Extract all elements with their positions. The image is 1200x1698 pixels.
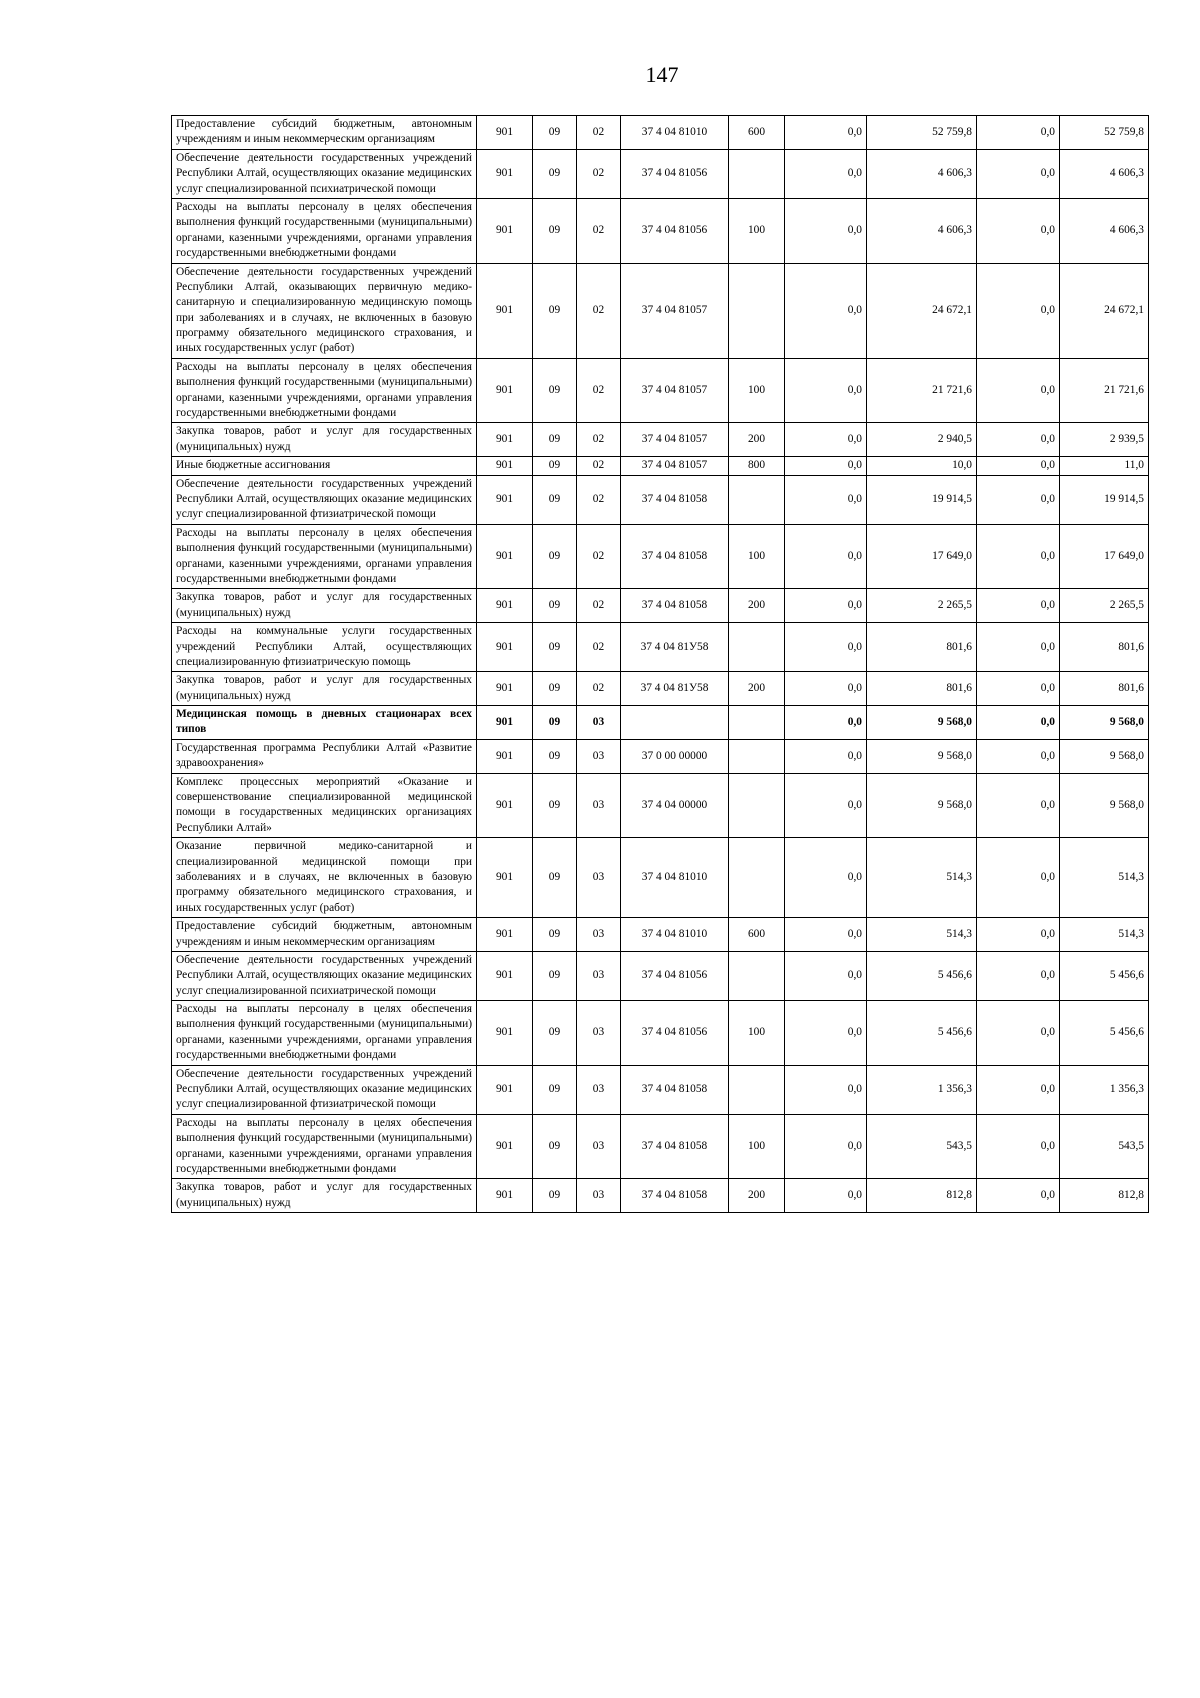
row-name: Закупка товаров, работ и услуг для государственных (муниципальных) нужд — [172, 423, 477, 457]
row-name: Обеспечение деятельности государственных учреждений Республики Алтай, осуществляющих оказание медицинских услуг специализированной фтизиатрической помощи — [172, 475, 477, 524]
section-code: 09 — [533, 672, 577, 706]
table-row — [172, 1114, 1149, 1179]
amount-1: 0,0 — [785, 1114, 867, 1179]
amount-3: 0,0 — [977, 1001, 1060, 1066]
amount-2: 9 568,0 — [867, 773, 977, 838]
amount-3: 0,0 — [977, 1065, 1060, 1114]
amount-3: 0,0 — [977, 358, 1060, 423]
subsection-code: 02 — [577, 457, 621, 475]
subsection-code: 03 — [577, 1179, 621, 1213]
amount-4: 812,8 — [1060, 1179, 1149, 1213]
amount-4: 514,3 — [1060, 918, 1149, 952]
amount-1: 0,0 — [785, 838, 867, 918]
row-name: Обеспечение деятельности государственных учреждений Республики Алтай, осуществляющих оказание медицинских услуг специализированной фтизиатрической помощи — [172, 1065, 477, 1114]
target-article: 37 0 00 00000 — [621, 739, 729, 773]
subsection-code: 03 — [577, 951, 621, 1000]
section-code: 09 — [533, 457, 577, 475]
table-row — [172, 773, 1149, 838]
amount-2: 4 606,3 — [867, 198, 977, 263]
section-code: 09 — [533, 198, 577, 263]
section-code: 09 — [533, 1179, 577, 1213]
target-article: 37 4 04 81057 — [621, 358, 729, 423]
subsection-code: 03 — [577, 838, 621, 918]
ministry-code: 901 — [477, 116, 533, 150]
section-code: 09 — [533, 623, 577, 672]
subsection-code: 02 — [577, 116, 621, 150]
section-code: 09 — [533, 1114, 577, 1179]
row-name: Государственная программа Республики Алтай «Развитие здравоохранения» — [172, 739, 477, 773]
amount-1: 0,0 — [785, 1065, 867, 1114]
amount-2: 514,3 — [867, 918, 977, 952]
amount-2: 812,8 — [867, 1179, 977, 1213]
budget-table — [171, 115, 1149, 1213]
subsection-code: 02 — [577, 263, 621, 358]
row-name: Предоставление субсидий бюджетным, автономным учреждениям и иным некоммерческим организациям — [172, 116, 477, 150]
target-article: 37 4 04 81056 — [621, 149, 729, 198]
target-article: 37 4 04 81058 — [621, 1065, 729, 1114]
amount-4: 5 456,6 — [1060, 1001, 1149, 1066]
amount-2: 543,5 — [867, 1114, 977, 1179]
amount-3: 0,0 — [977, 524, 1060, 589]
amount-2: 2 265,5 — [867, 589, 977, 623]
subsection-code: 03 — [577, 773, 621, 838]
row-name: Обеспечение деятельности государственных учреждений Республики Алтай, оказывающих первичную медико-санитарную и специализированную медицинскую помощь при заболеваниях и в случаях, не включенных в базовую программу обязательного медицинского страхования, и иных государственных услуг (работ) — [172, 263, 477, 358]
section-code: 09 — [533, 116, 577, 150]
ministry-code: 901 — [477, 838, 533, 918]
section-code: 09 — [533, 475, 577, 524]
ministry-code: 901 — [477, 358, 533, 423]
subsection-code: 03 — [577, 1065, 621, 1114]
amount-1: 0,0 — [785, 1179, 867, 1213]
amount-1: 0,0 — [785, 358, 867, 423]
amount-3: 0,0 — [977, 1114, 1060, 1179]
section-code: 09 — [533, 1001, 577, 1066]
table-row — [172, 951, 1149, 1000]
table-row — [172, 198, 1149, 263]
section-code: 09 — [533, 358, 577, 423]
amount-2: 2 940,5 — [867, 423, 977, 457]
ministry-code: 901 — [477, 623, 533, 672]
ministry-code: 901 — [477, 706, 533, 740]
target-article: 37 4 04 00000 — [621, 773, 729, 838]
expense-kind: 100 — [729, 524, 785, 589]
amount-4: 24 672,1 — [1060, 263, 1149, 358]
expense-kind: 100 — [729, 358, 785, 423]
amount-4: 2 265,5 — [1060, 589, 1149, 623]
table-row — [172, 1179, 1149, 1213]
subsection-code: 02 — [577, 524, 621, 589]
target-article: 37 4 04 81058 — [621, 1114, 729, 1179]
target-article: 37 4 04 81058 — [621, 589, 729, 623]
target-article: 37 4 04 81058 — [621, 475, 729, 524]
section-code: 09 — [533, 838, 577, 918]
subsection-code: 03 — [577, 739, 621, 773]
amount-2: 4 606,3 — [867, 149, 977, 198]
target-article: 37 4 04 81010 — [621, 838, 729, 918]
subsection-code: 02 — [577, 358, 621, 423]
amount-4: 21 721,6 — [1060, 358, 1149, 423]
amount-1: 0,0 — [785, 457, 867, 475]
row-name: Закупка товаров, работ и услуг для государственных (муниципальных) нужд — [172, 672, 477, 706]
ministry-code: 901 — [477, 589, 533, 623]
amount-4: 11,0 — [1060, 457, 1149, 475]
row-name: Расходы на выплаты персоналу в целях обеспечения выполнения функций государственными (муниципальными) органами, казенными учреждениями, органами управления государственными внебюджетными фондами — [172, 198, 477, 263]
amount-3: 0,0 — [977, 475, 1060, 524]
ministry-code: 901 — [477, 1179, 533, 1213]
amount-3: 0,0 — [977, 773, 1060, 838]
amount-4: 9 568,0 — [1060, 739, 1149, 773]
table-row — [172, 589, 1149, 623]
row-name: Иные бюджетные ассигнования — [172, 457, 477, 475]
expense-kind — [729, 263, 785, 358]
amount-3: 0,0 — [977, 149, 1060, 198]
amount-4: 801,6 — [1060, 672, 1149, 706]
amount-3: 0,0 — [977, 457, 1060, 475]
amount-4: 4 606,3 — [1060, 149, 1149, 198]
amount-3: 0,0 — [977, 198, 1060, 263]
section-code: 09 — [533, 918, 577, 952]
subsection-code: 02 — [577, 475, 621, 524]
section-code: 09 — [533, 1065, 577, 1114]
amount-1: 0,0 — [785, 672, 867, 706]
expense-kind: 200 — [729, 589, 785, 623]
amount-2: 24 672,1 — [867, 263, 977, 358]
row-name: Медицинская помощь в дневных стационарах всех типов — [172, 706, 477, 740]
ministry-code: 901 — [477, 198, 533, 263]
ministry-code: 901 — [477, 951, 533, 1000]
section-code: 09 — [533, 524, 577, 589]
row-name: Обеспечение деятельности государственных учреждений Республики Алтай, осуществляющих оказание медицинских услуг специализированной психиатрической помощи — [172, 149, 477, 198]
ministry-code: 901 — [477, 672, 533, 706]
row-name: Расходы на коммунальные услуги государственных учреждений Республики Алтай, осуществляющих специализированную фтизиатрическую помощь — [172, 623, 477, 672]
ministry-code: 901 — [477, 423, 533, 457]
row-name: Обеспечение деятельности государственных учреждений Республики Алтай, осуществляющих оказание медицинских услуг специализированной психиатрической помощи — [172, 951, 477, 1000]
table-row — [172, 706, 1149, 740]
ministry-code: 901 — [477, 773, 533, 838]
ministry-code: 901 — [477, 739, 533, 773]
subsection-code: 03 — [577, 918, 621, 952]
table-row — [172, 623, 1149, 672]
amount-4: 1 356,3 — [1060, 1065, 1149, 1114]
section-code: 09 — [533, 263, 577, 358]
amount-3: 0,0 — [977, 263, 1060, 358]
section-code: 09 — [533, 951, 577, 1000]
table-row — [172, 423, 1149, 457]
expense-kind: 200 — [729, 672, 785, 706]
amount-4: 9 568,0 — [1060, 706, 1149, 740]
amount-1: 0,0 — [785, 198, 867, 263]
ministry-code: 901 — [477, 457, 533, 475]
table-row — [172, 524, 1149, 589]
expense-kind — [729, 773, 785, 838]
amount-1: 0,0 — [785, 706, 867, 740]
table-row — [172, 1065, 1149, 1114]
expense-kind — [729, 149, 785, 198]
amount-1: 0,0 — [785, 475, 867, 524]
expense-kind: 100 — [729, 1114, 785, 1179]
amount-4: 5 456,6 — [1060, 951, 1149, 1000]
amount-2: 21 721,6 — [867, 358, 977, 423]
amount-2: 5 456,6 — [867, 951, 977, 1000]
row-name: Закупка товаров, работ и услуг для государственных (муниципальных) нужд — [172, 589, 477, 623]
target-article: 37 4 04 81056 — [621, 951, 729, 1000]
amount-4: 9 568,0 — [1060, 773, 1149, 838]
amount-3: 0,0 — [977, 951, 1060, 1000]
ministry-code: 901 — [477, 1114, 533, 1179]
ministry-code: 901 — [477, 149, 533, 198]
target-article: 37 4 04 81057 — [621, 423, 729, 457]
section-code: 09 — [533, 739, 577, 773]
amount-1: 0,0 — [785, 739, 867, 773]
ministry-code: 901 — [477, 918, 533, 952]
section-code: 09 — [533, 149, 577, 198]
expense-kind — [729, 838, 785, 918]
amount-3: 0,0 — [977, 1179, 1060, 1213]
ministry-code: 901 — [477, 1065, 533, 1114]
target-article: 37 4 04 81058 — [621, 1179, 729, 1213]
amount-2: 9 568,0 — [867, 739, 977, 773]
amount-1: 0,0 — [785, 951, 867, 1000]
amount-2: 514,3 — [867, 838, 977, 918]
target-article — [621, 706, 729, 740]
ministry-code: 901 — [477, 475, 533, 524]
table-row — [172, 457, 1149, 475]
amount-2: 10,0 — [867, 457, 977, 475]
subsection-code: 02 — [577, 589, 621, 623]
table-row — [172, 1001, 1149, 1066]
target-article: 37 4 04 81056 — [621, 1001, 729, 1066]
amount-1: 0,0 — [785, 623, 867, 672]
table-row — [172, 358, 1149, 423]
expense-kind: 200 — [729, 1179, 785, 1213]
amount-3: 0,0 — [977, 838, 1060, 918]
amount-4: 19 914,5 — [1060, 475, 1149, 524]
amount-4: 4 606,3 — [1060, 198, 1149, 263]
amount-1: 0,0 — [785, 1001, 867, 1066]
target-article: 37 4 04 81У58 — [621, 672, 729, 706]
target-article: 37 4 04 81057 — [621, 457, 729, 475]
amount-1: 0,0 — [785, 918, 867, 952]
expense-kind — [729, 951, 785, 1000]
table-row — [172, 149, 1149, 198]
amount-3: 0,0 — [977, 623, 1060, 672]
amount-2: 17 649,0 — [867, 524, 977, 589]
target-article: 37 4 04 81010 — [621, 918, 729, 952]
target-article: 37 4 04 81У58 — [621, 623, 729, 672]
expense-kind: 600 — [729, 918, 785, 952]
amount-2: 801,6 — [867, 623, 977, 672]
target-article: 37 4 04 81056 — [621, 198, 729, 263]
subsection-code: 03 — [577, 1114, 621, 1179]
amount-1: 0,0 — [785, 423, 867, 457]
expense-kind — [729, 739, 785, 773]
amount-4: 2 939,5 — [1060, 423, 1149, 457]
amount-3: 0,0 — [977, 739, 1060, 773]
target-article: 37 4 04 81010 — [621, 116, 729, 150]
expense-kind — [729, 706, 785, 740]
table-row — [172, 263, 1149, 358]
subsection-code: 02 — [577, 149, 621, 198]
expense-kind: 100 — [729, 198, 785, 263]
table-row — [172, 739, 1149, 773]
amount-4: 543,5 — [1060, 1114, 1149, 1179]
amount-3: 0,0 — [977, 116, 1060, 150]
amount-2: 9 568,0 — [867, 706, 977, 740]
row-name: Комплекс процессных мероприятий «Оказание и совершенствование специализированной медицинской помощи в государственных медицинских организациях Республики Алтай» — [172, 773, 477, 838]
amount-4: 52 759,8 — [1060, 116, 1149, 150]
subsection-code: 02 — [577, 672, 621, 706]
amount-1: 0,0 — [785, 524, 867, 589]
row-name: Оказание первичной медико-санитарной и специализированной медицинской помощи при заболеваниях и в случаях, не включенных в базовую программу обязательного медицинского страхования, и иных государственных услуг (работ) — [172, 838, 477, 918]
row-name: Закупка товаров, работ и услуг для государственных (муниципальных) нужд — [172, 1179, 477, 1213]
section-code: 09 — [533, 423, 577, 457]
ministry-code: 901 — [477, 1001, 533, 1066]
table-row — [172, 475, 1149, 524]
section-code: 09 — [533, 773, 577, 838]
row-name: Расходы на выплаты персоналу в целях обеспечения выполнения функций государственными (муниципальными) органами, казенными учреждениями, органами управления государственными внебюджетными фондами — [172, 1114, 477, 1179]
amount-4: 801,6 — [1060, 623, 1149, 672]
page-number: 147 — [645, 62, 679, 87]
table-row — [172, 116, 1149, 150]
section-code: 09 — [533, 589, 577, 623]
table-row — [172, 918, 1149, 952]
row-name: Предоставление субсидий бюджетным, автономным учреждениям и иным некоммерческим организациям — [172, 918, 477, 952]
section-code: 09 — [533, 706, 577, 740]
subsection-code: 02 — [577, 623, 621, 672]
table-row — [172, 838, 1149, 918]
target-article: 37 4 04 81058 — [621, 524, 729, 589]
amount-1: 0,0 — [785, 149, 867, 198]
row-name: Расходы на выплаты персоналу в целях обеспечения выполнения функций государственными (муниципальными) органами, казенными учреждениями, органами управления государственными внебюджетными фондами — [172, 1001, 477, 1066]
amount-2: 801,6 — [867, 672, 977, 706]
expense-kind: 200 — [729, 423, 785, 457]
amount-2: 5 456,6 — [867, 1001, 977, 1066]
expense-kind — [729, 475, 785, 524]
amount-1: 0,0 — [785, 773, 867, 838]
target-article: 37 4 04 81057 — [621, 263, 729, 358]
table-body — [172, 116, 1149, 1213]
amount-2: 52 759,8 — [867, 116, 977, 150]
amount-1: 0,0 — [785, 589, 867, 623]
expense-kind — [729, 623, 785, 672]
subsection-code: 03 — [577, 1001, 621, 1066]
amount-3: 0,0 — [977, 423, 1060, 457]
table-row — [172, 672, 1149, 706]
amount-3: 0,0 — [977, 706, 1060, 740]
amount-1: 0,0 — [785, 263, 867, 358]
amount-3: 0,0 — [977, 918, 1060, 952]
subsection-code: 03 — [577, 706, 621, 740]
expense-kind: 600 — [729, 116, 785, 150]
amount-4: 17 649,0 — [1060, 524, 1149, 589]
expense-kind: 800 — [729, 457, 785, 475]
amount-4: 514,3 — [1060, 838, 1149, 918]
row-name: Расходы на выплаты персоналу в целях обеспечения выполнения функций государственными (муниципальными) органами, казенными учреждениями, органами управления государственными внебюджетными фондами — [172, 524, 477, 589]
subsection-code: 02 — [577, 198, 621, 263]
row-name: Расходы на выплаты персоналу в целях обеспечения выполнения функций государственными (муниципальными) органами, казенными учреждениями, органами управления государственными внебюджетными фондами — [172, 358, 477, 423]
amount-2: 1 356,3 — [867, 1065, 977, 1114]
ministry-code: 901 — [477, 524, 533, 589]
expense-kind — [729, 1065, 785, 1114]
amount-1: 0,0 — [785, 116, 867, 150]
subsection-code: 02 — [577, 423, 621, 457]
expense-kind: 100 — [729, 1001, 785, 1066]
amount-2: 19 914,5 — [867, 475, 977, 524]
amount-3: 0,0 — [977, 672, 1060, 706]
ministry-code: 901 — [477, 263, 533, 358]
amount-3: 0,0 — [977, 589, 1060, 623]
